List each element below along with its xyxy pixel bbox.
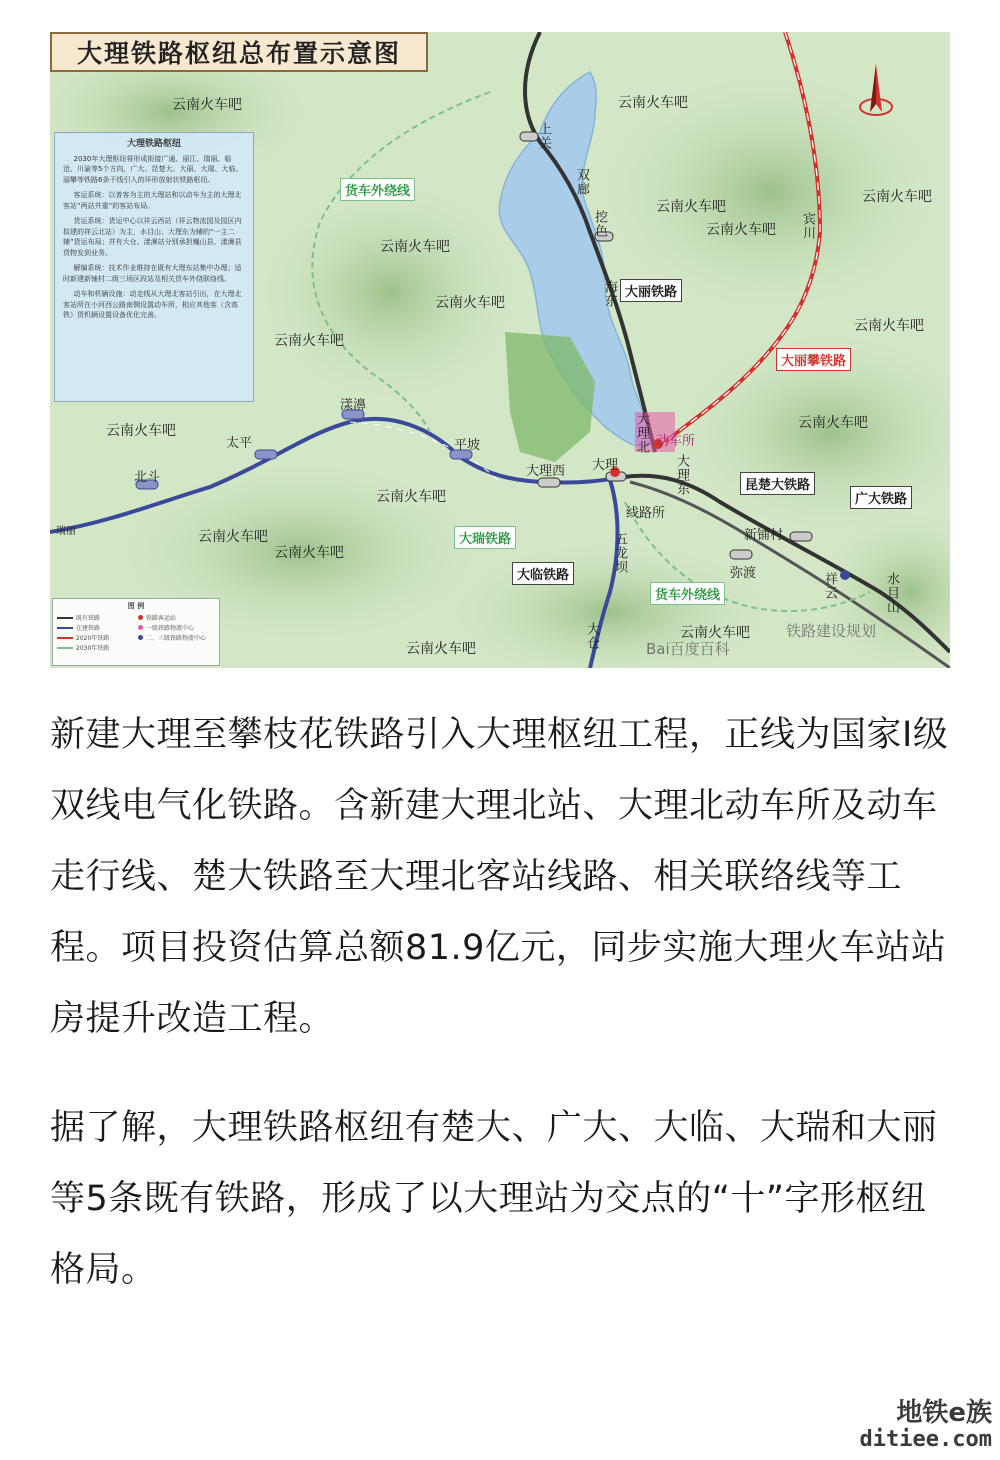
place-label: 云南火车吧 — [380, 239, 450, 255]
station-binchuan: 宾川 — [800, 212, 815, 240]
station-taiping: 太平 — [226, 436, 253, 451]
railway-tag-freight-bypass-north: 货车外绕线 — [340, 178, 415, 201]
station-shuanglang: 双廊 — [574, 168, 589, 196]
info-paragraph: 2030年大理枢纽将形成衔接广通、丽江、瑞丽、临沧、川渝等5个方向，广大、昆楚大、大丽、大瑞、大临、丽攀等铁路6条干线引入的环形放射状铁路枢纽。 — [63, 154, 243, 184]
info-paragraph: 动车和机辆设施：动走线从大理北客站引出，在大理北客站所在小河西公路南侧设置动车所，相应其他客（含高铁）货机辆设置设备优化完善。 — [63, 290, 242, 319]
railway-hub-map — [50, 32, 950, 668]
station-dali-east: 大理东 — [674, 454, 689, 496]
map-title: 大理铁路枢纽总布置示意图 — [50, 32, 428, 72]
place-label: 云南火车吧 — [680, 625, 750, 641]
article-paragraph: 新建大理至攀枝花铁路引入大理枢纽工程，正线为国家I级双线电气化铁路。含新建大理北站、大理北动车所及动车走行线、楚大铁路至大理北客站线路、相关联络线等工程。项目投资估算总额81.9亿元，同步实施大理火车站站房提升改造工程。 — [50, 715, 949, 1039]
railway-tag-dali-ruili: 大瑞铁路 — [454, 526, 516, 549]
station-xinpucun: 新铺村 — [744, 528, 784, 543]
station-dali: 大理 — [592, 458, 619, 473]
station-haidong: 海东 — [602, 280, 617, 308]
site-watermark — [860, 1398, 992, 1452]
legend-title: 图 例 — [127, 602, 145, 610]
place-label: 云南火车吧 — [706, 222, 776, 238]
station-yangbi: 漾濞 — [340, 398, 367, 413]
article-paragraph: 据了解，大理铁路枢纽有楚大、广大、大临、大瑞和大丽等5条既有铁路，形成了以大理站为交点的“十”字形枢纽格局。 — [50, 1108, 938, 1290]
railway-tag-dali-lijiang: 大丽铁路 — [620, 279, 682, 302]
station-xiangyun: 祥云 — [822, 572, 837, 600]
place-label: 云南火车吧 — [798, 415, 868, 431]
station-dacang: 大仓 — [584, 622, 599, 650]
legend-item: 在建铁路 — [57, 623, 134, 632]
station-dali-north: 大理北 — [634, 412, 649, 454]
north-arrow-icon — [856, 62, 896, 132]
station-ruili: 瑞丽 — [56, 526, 76, 537]
station-midu: 弥渡 — [730, 566, 757, 581]
info-paragraph: 解编系统：技术作业维持在既有大理东站集中办理；适时新建新铺村二级三场区段站及相关货车外绕联络线。 — [63, 264, 242, 283]
baidu-watermark: Bai百度百科 — [646, 640, 730, 658]
place-label: 云南火车吧 — [172, 97, 242, 113]
legend-item: 二、三级铁路物流中心 — [138, 633, 215, 642]
railway-tag-guangtong-dali: 广大铁路 — [850, 486, 912, 509]
article-body — [50, 700, 950, 1306]
place-label: 云南火车吧 — [854, 318, 924, 334]
legend-item: 2020年铁路 — [57, 633, 134, 642]
station-dali-west: 大理西 — [526, 464, 566, 479]
map-legend — [52, 598, 220, 666]
legend-item: 2030年铁路 — [57, 643, 134, 652]
place-label: 云南火车吧 — [106, 423, 176, 439]
place-label: 云南火车吧 — [406, 641, 476, 657]
station-shangguan: 上关 — [536, 122, 551, 150]
place-label: 云南火车吧 — [656, 199, 726, 215]
place-label: 云南火车吧 — [862, 189, 932, 205]
info-paragraph: 货运系统：货运中心以祥云西站（祥云物流园及园区内拟建的祥云北站）为主，水目山、大理东为辅的“一主二辅”货运布局；并有大仓、漾濞站分别承担巍山县、漾濞县货物发到业务。 — [63, 217, 242, 257]
wechat-watermark: 铁路建设规划 — [786, 622, 877, 640]
place-label: 云南火车吧 — [376, 489, 446, 505]
info-box-title: 大理铁路枢纽 — [126, 139, 181, 149]
railway-tag-kunming-chuxiong-dali: 昆楚大铁路 — [740, 472, 815, 495]
place-label: 云南火车吧 — [198, 529, 268, 545]
station-rail-junction: 线路所 — [626, 506, 666, 521]
station-pingpo: 平坡 — [454, 438, 481, 453]
hub-info-box — [54, 132, 254, 402]
station-beidou: 北斗 — [134, 470, 161, 485]
railway-tag-dali-panzhihua: 大丽攀铁路 — [776, 348, 851, 371]
place-label: 云南火车吧 — [274, 545, 344, 561]
station-wase: 挖色 — [592, 210, 607, 238]
place-label: 云南火车吧 — [274, 333, 344, 349]
place-label: 云南火车吧 — [435, 295, 505, 311]
railway-tag-freight-bypass-south: 货车外绕线 — [650, 582, 725, 605]
legend-item: 一级铁路物流中心 — [138, 623, 215, 632]
site-watermark-name: 地铁e族 — [896, 1398, 992, 1428]
station-shuimushan: 水目山 — [884, 572, 899, 614]
legend-item: 既有铁路 — [57, 613, 134, 622]
info-paragraph: 客运系统：以普客为主的大理站和以动车为主的大理北客站“两站并重”的客站布局。 — [63, 191, 242, 210]
railway-tag-dali-lincang: 大临铁路 — [512, 562, 574, 585]
legend-item: 铁路客运站 — [138, 613, 215, 622]
site-watermark-domain: ditiee.com — [859, 1427, 992, 1452]
place-label: 云南火车吧 — [618, 95, 688, 111]
station-emu-depot: 动车所 — [656, 434, 696, 449]
station-wulongba: 五龙坝 — [612, 532, 627, 574]
